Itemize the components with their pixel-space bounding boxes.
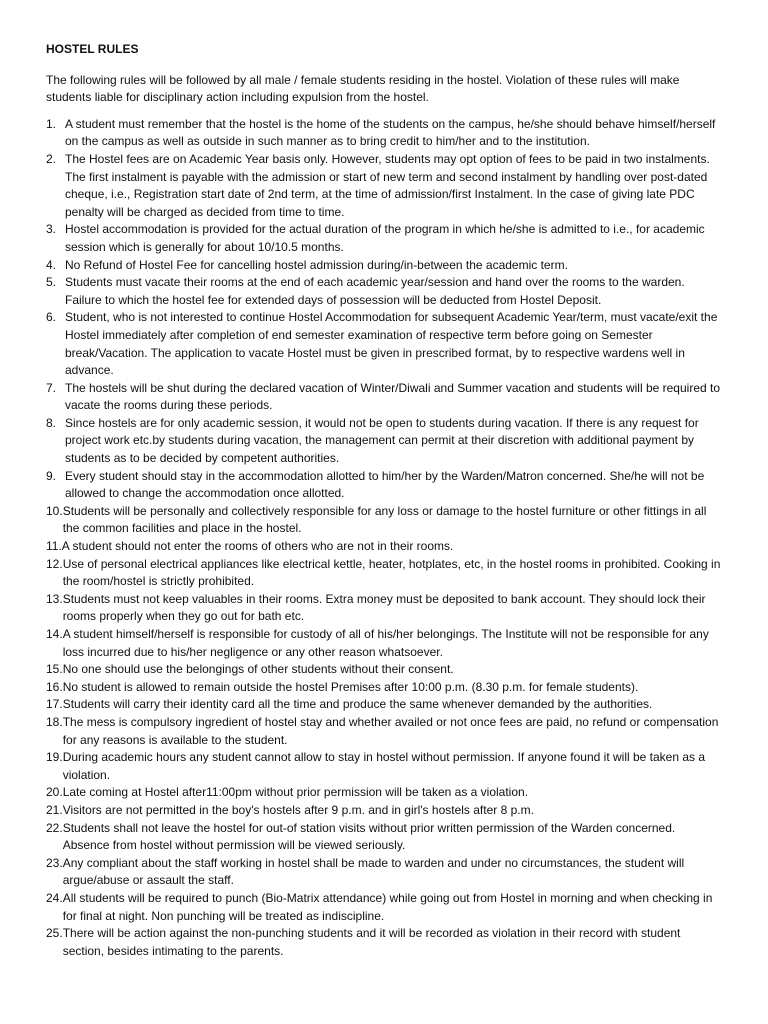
rule-number: 15. <box>46 662 63 677</box>
rule-number: 23. <box>46 855 63 870</box>
rule-item <box>46 468 722 503</box>
rule-number: 3. <box>46 222 57 237</box>
rule-text: There will be action against the non-punching students and it will be recorded as violation in their record with student section, besides intimating to the parents. <box>62 926 681 958</box>
rule-number: 25. <box>46 926 63 941</box>
rule-item <box>46 415 722 468</box>
rule-number: 20. <box>46 785 63 800</box>
rule-text: No student is allowed to remain outside the hostel Premises after 10:00 p.m. (8.30 p.m. for female students). <box>62 679 639 694</box>
rule-text: Every student should stay in the accommodation allotted to him/her by the Warden/Matron concerned. She/he will not be allowed to change the accommodation once allotted. <box>65 468 705 501</box>
rule-text: Late coming at Hostel after11:00pm without prior permission will be taken as a violation. <box>62 785 529 800</box>
rule-text: A student should not enter the rooms of others who are not in their rooms. <box>61 539 454 554</box>
rule-item <box>46 257 722 275</box>
rule-text: Any compliant about the staff working in hostel shall be made to warden and under no circumstances, the student will argue/abuse or assault the staff. <box>62 855 685 888</box>
rule-item <box>46 221 722 256</box>
rule-item <box>46 802 722 820</box>
rule-number: 18. <box>46 714 63 729</box>
document-page <box>46 41 722 960</box>
rule-number: 6. <box>46 310 57 325</box>
rule-text: During academic hours any student cannot allow to stay in hostel without permission. If anyone found it will be taken as a violation. <box>62 750 706 782</box>
intro-paragraph: The following rules will be followed by all male / female students residing in the hostel. Violation of these rules will make students liable for disciplinary action including expulsion from the hostel. <box>46 72 680 105</box>
rule-text: Students must vacate their rooms at the end of each academic year/session and hand over the rooms to the warden. Failure to which the hostel fee for extended days of possession will be deducted from Hostel Deposit. <box>65 275 685 307</box>
rule-number: 22. <box>46 820 63 835</box>
rule-number: 13. <box>46 591 63 606</box>
rule-number: 9. <box>46 468 57 483</box>
rule-item <box>46 538 722 556</box>
rule-number: 11. <box>46 539 62 554</box>
rule-number: 19. <box>46 750 63 765</box>
rule-item <box>46 890 722 925</box>
rule-text: Students shall not leave the hostel for out-of station visits without prior written permission of the Warden concerned. Absence from hostel without permission will be viewed seriously. <box>62 820 676 853</box>
rule-text: Visitors are not permitted in the boy's hostels after 9 p.m. and in girl's hostels after 8 p.m. <box>62 802 534 817</box>
rule-number: 17. <box>46 697 63 712</box>
rule-item <box>46 626 722 661</box>
rule-item <box>46 820 722 855</box>
rule-item <box>46 749 722 784</box>
rule-item <box>46 661 722 679</box>
rule-item <box>46 380 722 415</box>
rule-item <box>46 116 722 151</box>
rule-text: A student must remember that the hostel is the home of the students on the campus, he/she should behave himself/herself on the campus as well as outside in such manner as to bring credit to him/her and to the institution. <box>65 116 716 149</box>
rule-number: 14. <box>46 627 63 641</box>
rule-number: 7. <box>46 380 57 395</box>
rule-number: 16. <box>46 679 63 694</box>
rule-number: 24. <box>46 890 63 905</box>
document-title: HOSTEL RULES <box>46 42 139 56</box>
rule-number: 12. <box>46 556 63 571</box>
rule-item <box>46 714 722 749</box>
rule-item <box>46 591 722 626</box>
rule-item <box>46 309 722 379</box>
rule-text: The mess is compulsory ingredient of hostel stay and whether availed or not once fees are paid, no refund or compensation for any reasons is available to the student. <box>62 714 719 747</box>
rule-text: No Refund of Hostel Fee for cancelling hostel admission during/in-between the academic term. <box>65 257 568 272</box>
rule-text: The hostels will be shut during the declared vacation of Winter/Diwali and Summer vacation and students will be required to vacate the rooms during these periods. <box>65 380 721 413</box>
rule-text: Since hostels are for only academic session, it would not be open to students during vacation. If there is any request for project work etc.by students during vacation, the management can permit at their discretion with additional payment by students as to be decided by competent authorities. <box>65 415 699 466</box>
rule-item <box>46 679 722 697</box>
rule-item <box>46 503 722 538</box>
rule-number: 10. <box>46 503 63 518</box>
rule-item <box>46 925 722 960</box>
rule-number: 2. <box>46 151 57 166</box>
rule-item <box>46 556 722 591</box>
rule-item <box>46 784 722 802</box>
rule-text: Student, who is not interested to continue Hostel Accommodation for subsequent Academic Year/term, must vacate/exit the Hostel immediately after completion of end semester examination of respective term before going on Semester break/Vacation. The application to vacate Hostel must be given in prescribed format, by to respective wardens well in advance. <box>65 310 718 378</box>
rule-number: 21. <box>46 802 63 817</box>
rule-number: 8. <box>46 415 57 430</box>
rule-text: Students must not keep valuables in their rooms. Extra money must be deposited to bank account. They should lock their rooms properly when they go out for bath etc. <box>62 591 706 624</box>
rule-number: 1. <box>46 116 57 131</box>
rule-number: 4. <box>46 257 57 272</box>
rule-text: The Hostel fees are on Academic Year basis only. However, students may opt option of fees to be paid in two instalments. The first instalment is payable with the admission or start of new term and second instalment by handling over post-dated cheque, i.e., Registration start date of 2nd term, at the time of admission/first Instalment. In the case of giving late PDC penalty will be charged as decided from time to time. <box>65 151 710 219</box>
rule-text: A student himself/herself is responsible for custody of all of his/her belongings. The Institute will not be responsible for any loss incurred due to his/her negligence or any other reason whatsoever. <box>62 627 709 659</box>
rule-text: No one should use the belongings of other students without their consent. <box>62 662 454 677</box>
rule-text: Students will be personally and collectively responsible for any loss or damage to the hostel furniture or other fittings in all the common facilities and place in the hostel. <box>62 503 707 536</box>
rule-item <box>46 696 722 714</box>
rule-text: Students will carry their identity card all the time and produce the same whenever demanded by the authorities. <box>62 697 653 712</box>
rule-text: Use of personal electrical appliances like electrical kettle, heater, hotplates, etc, in the hostel rooms in prohibited. Cooking in the room/hostel is strictly prohibited. <box>62 556 721 589</box>
rule-number: 5. <box>46 275 57 290</box>
rules-list <box>46 116 722 961</box>
rule-text: All students will be required to punch (Bio-Matrix attendance) while going out from Hostel in morning and when checking in for final at night. Non punching will be treated as indiscipline. <box>62 890 713 923</box>
rule-item <box>46 151 722 221</box>
rule-item <box>46 274 722 309</box>
rule-text: Hostel accommodation is provided for the actual duration of the program in which he/she is admitted to i.e., for academic session which is generally for about 10/10.5 months. <box>65 222 705 254</box>
rule-item <box>46 855 722 890</box>
